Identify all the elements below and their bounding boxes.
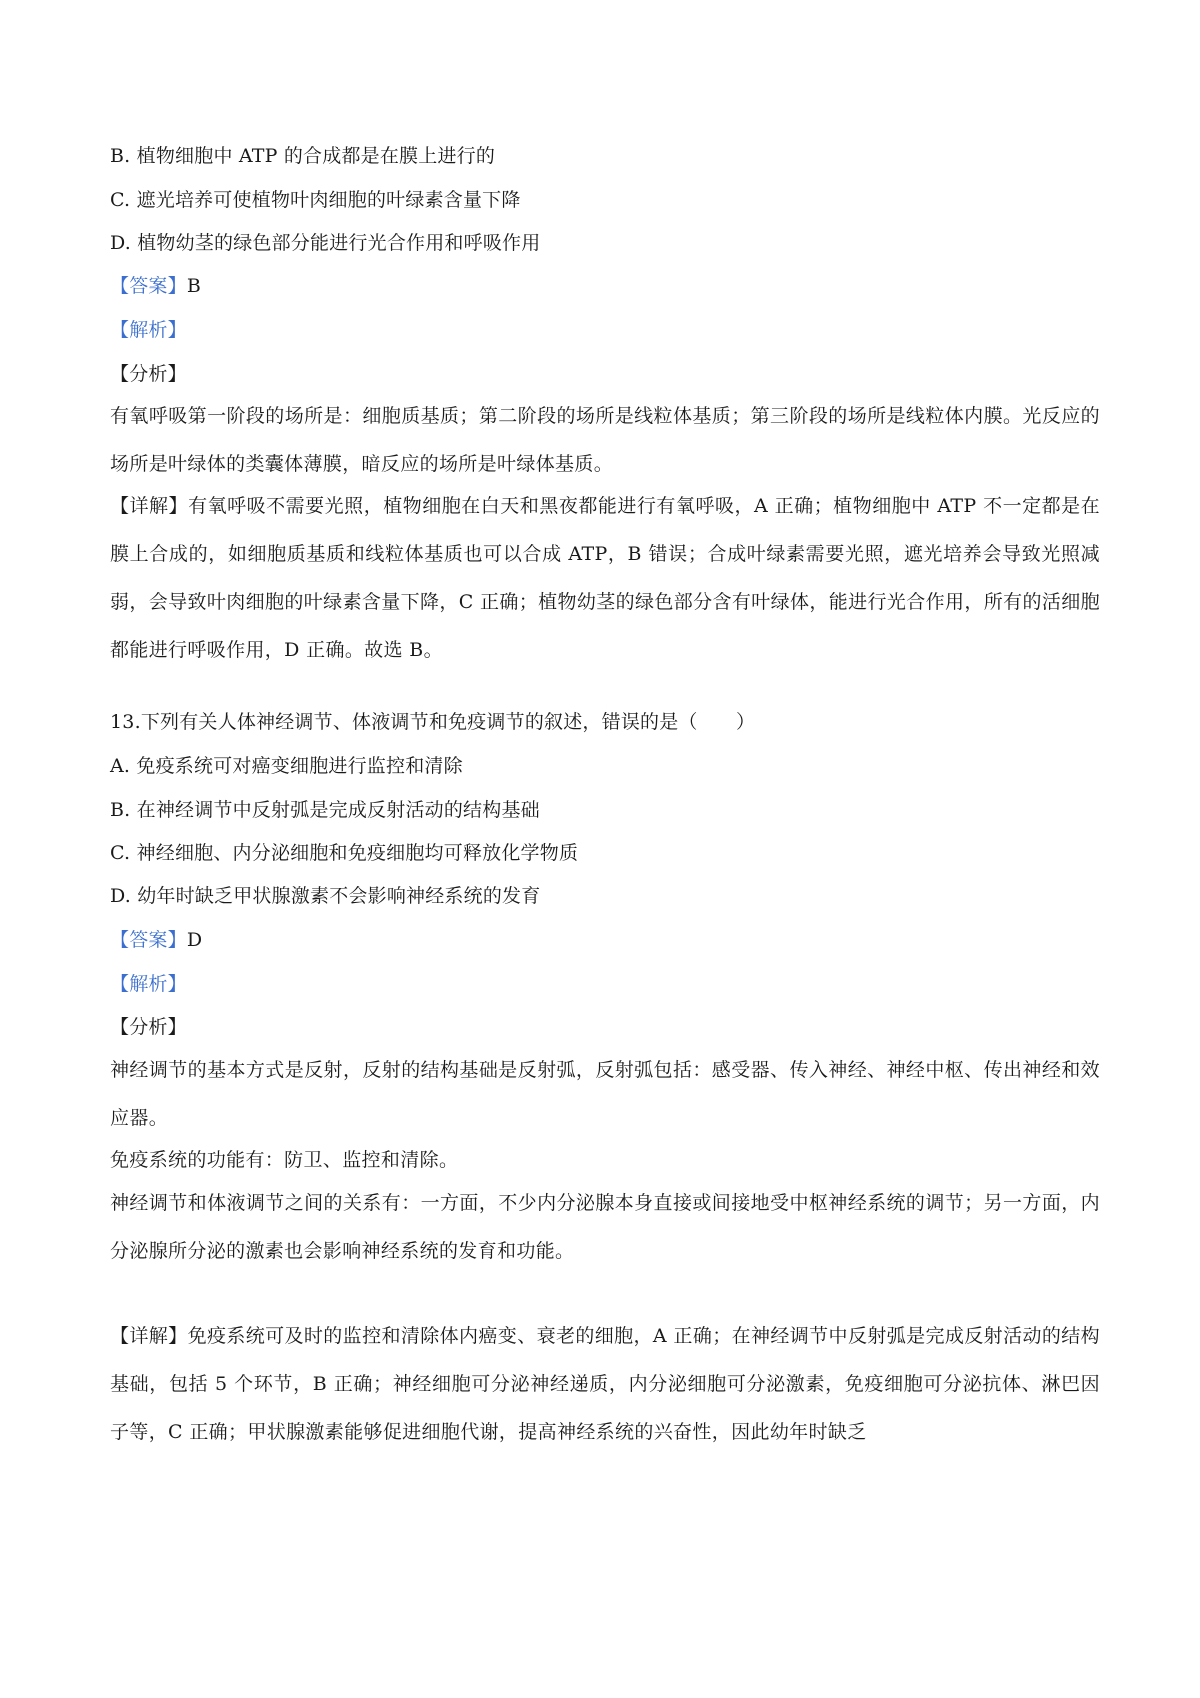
q13-answer — [110, 926, 1100, 954]
q13-stem: 13.下列有关人体神经调节、体液调节和免疫调节的叙述，错误的是（ ） — [110, 711, 756, 733]
answer-tag: 【答案】 — [110, 275, 187, 297]
q12-fenxi-tag: 【分析】 — [110, 363, 187, 385]
q13-xiangjie — [110, 1312, 1100, 1456]
answer-tag: 【答案】 — [110, 929, 187, 951]
answer-value: B — [186, 275, 201, 297]
q12-fenxi-text: 有氧呼吸第一阶段的场所是：细胞质基质；第二阶段的场所是线粒体基质；第三阶段的场所是线粒体内膜。光反应的场所是叶绿体的类囊体薄膜，暗反应的场所是叶绿体基质。 — [110, 405, 1100, 475]
xiangjie-text: 有氧呼吸不需要光照，植物细胞在白天和黑夜都能进行有氧呼吸，A 正确；植物细胞中 ATP 不一定都是在膜上合成的，如细胞质基质和线粒体基质也可以合成 ATP，B 错误；合成叶绿素需要光照，遮光培养会导致光照减弱，会导致叶肉细胞的叶绿素含量下降，C 正确；植物幼茎的绿色部分含有叶绿体，能进行光合作用，所有的活细胞都能进行呼吸作用，D 正确。故选 B。 — [110, 495, 1100, 661]
q12-option-c: C. 遮光培养可使植物叶肉细胞的叶绿素含量下降 — [110, 189, 521, 211]
q13-option-c: C. 神经细胞、内分泌细胞和免疫细胞均可释放化学物质 — [110, 842, 579, 864]
q12-option-d: D. 植物幼茎的绿色部分能进行光合作用和呼吸作用 — [110, 232, 541, 254]
q12-option-b: B. 植物细胞中 ATP 的合成都是在膜上进行的 — [110, 145, 496, 167]
q12-answer — [110, 272, 1100, 300]
q12-jiexi-tag: 【解析】 — [110, 319, 187, 341]
q13-fenxi-p2: 免疫系统的功能有：防卫、监控和清除。 — [110, 1149, 459, 1171]
xiangjie-tag: 【详解】 — [110, 1325, 188, 1347]
q13-option-d: D. 幼年时缺乏甲状腺激素不会影响神经系统的发育 — [110, 885, 541, 907]
q13-option-b: B. 在神经调节中反射弧是完成反射活动的结构基础 — [110, 799, 540, 821]
q13-option-a: A. 免疫系统可对癌变细胞进行监控和清除 — [110, 755, 463, 777]
answer-value: D — [186, 929, 203, 951]
xiangjie-tag: 【详解】 — [110, 495, 189, 517]
q12-xiangjie — [110, 482, 1100, 674]
q13-jiexi-tag: 【解析】 — [110, 973, 187, 995]
q13-fenxi-tag: 【分析】 — [110, 1016, 187, 1038]
xiangjie-text: 免疫系统可及时的监控和清除体内癌变、衰老的细胞，A 正确；在神经调节中反射弧是完成反射活动的结构基础，包括 5 个环节，B 正确；神经细胞可分泌神经递质，内分泌细胞可分泌激素，免疫细胞可分泌抗体、淋巴因子等，C 正确；甲状腺激素能够促进细胞代谢，提高神经系统的兴奋性，因此幼年时缺乏 — [110, 1325, 1100, 1443]
q13-fenxi-p3: 神经调节和体液调节之间的关系有：一方面，不少内分泌腺本身直接或间接地受中枢神经系统的调节；另一方面，内分泌腺所分泌的激素也会影响神经系统的发育和功能。 — [110, 1192, 1100, 1262]
q13-fenxi-p1: 神经调节的基本方式是反射，反射的结构基础是反射弧，反射弧包括：感受器、传入神经、神经中枢、传出神经和效应器。 — [110, 1059, 1100, 1129]
